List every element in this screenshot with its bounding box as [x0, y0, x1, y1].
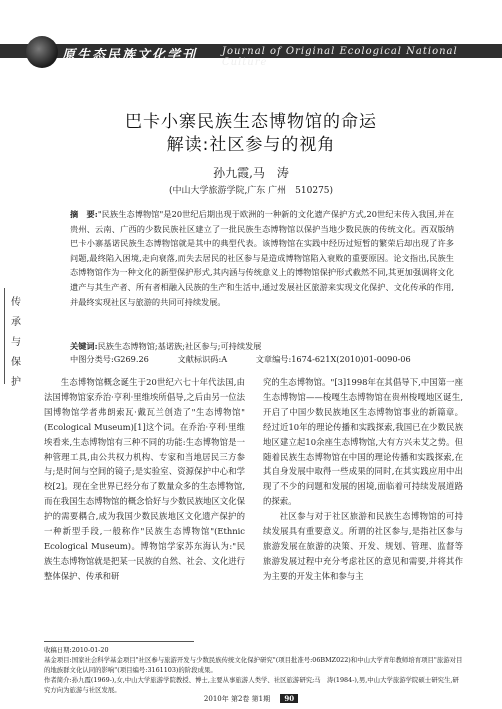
side-char: 护: [11, 377, 21, 388]
keywords: [70, 341, 454, 352]
footnote-divider: [44, 641, 194, 642]
body-paragraph: 究的生态博物馆。"[3]1998年在其倡导下,中国第一座生态博物馆——梭嘎生态博物馆在贵州梭嘎地区诞生,开启了中国少数民族地区生态博物馆事业的新篇章。经过近10年的理论传播和实践探索,我国已在少数民族地区建立起10余座生态博物馆,大有方兴未艾之势。但随着民族生态博物馆在中国的理论传播和实践探索,在其自身发展中取得一些成果的同时,在其实践应用中出现了不少的问题和发展的困境,面临着可持续发展道路的探索。: [263, 377, 463, 507]
document-code: 文献标识码:A: [177, 354, 228, 364]
page-number: 90: [280, 694, 298, 703]
issue-info: 2010年 第2卷 第1期: [203, 695, 271, 703]
page-footer: [0, 694, 502, 704]
journal-header: [0, 0, 502, 76]
side-char: 保: [11, 357, 21, 368]
side-char: 传: [11, 297, 21, 308]
body-right-column: [263, 375, 463, 584]
received-date: 收稿日期:2010-01-20: [44, 646, 109, 654]
journal-title-en: Journal of Original Ecological National Culture: [222, 46, 458, 68]
authors: 孙九霞,马 涛: [213, 166, 289, 180]
body-left-column: [44, 375, 245, 584]
funding: 基金项目:国家社会科学基金项目"社区参与旅游开发与少数民族传统文化保护研究"(项目批准号:06BMZ022)和中山大学青年教师培育项目"旅游对目的地族群文化认同的影响"(项目编号:3161103)的阶段成果。: [44, 656, 463, 674]
body-paragraph: 社区参与对于社区旅游和民族生态博物馆的可持续发展具有重要意义。所谓的社区参与,是指社区参与旅游发展在旅游的决策、开发、规划、管理、监督等旅游发展过程中充分考虑社区的意见和需要,并将其作为主要的开发主体和参与主: [263, 511, 463, 581]
classification-line: [70, 354, 454, 365]
side-char: 承: [11, 317, 21, 328]
side-char: 与: [11, 337, 21, 348]
article-title-line2: 解读:社区参与的视角: [166, 135, 336, 155]
article-title-line1: 巴卡小寨民族生态博物馆的命运: [125, 112, 377, 132]
footnotes: [44, 645, 464, 695]
keywords-text: 民族生态博物馆;基诺族;社区参与;可持续发展: [97, 341, 262, 351]
body-paragraph: 生态博物馆概念诞生于20世纪六七十年代法国,由法国博物馆家乔治·亨利·里维埃所倡导,之后由另一位法国博物馆学者弗朗索瓦·戴瓦兰创造了"生态博物馆"(Ecological Museum)[1]这个词。在乔治·亨利·里维埃看来,生态博物馆有三种不同的功能:生态博物馆是一种管理工具,由公共权力机构、专家和当地居民三方参与;是时间与空间的镜子;是实验室、资源保护中心和学校[2]。现在全世界已经分布了数量众多的生态博物馆,而在我国生态博物馆的概念恰好与少数民族地区文化保护的需要耦合,成为我国少数民族地区文化遗产保护的一种新型手段,一般称作"民族生态博物馆"(Ethnic Ecological Museum)。博物馆学家苏东海认为:"民族生态博物馆就是把某一民族的自然、社会、文化进行整体保护、传承和研: [44, 377, 245, 581]
abstract-label: 摘 要:: [70, 209, 98, 219]
journal-logo-icon: [26, 36, 58, 68]
abstract-text: "民族生态博物馆"是20世纪后期出现于欧洲的一种新的文化遗产保护方式,20世纪末传入我国,并在贵州、云南、广西的少数民族社区建立了一批民族生态博物馆以保护当地少数民族的传统文化。西双版纳巴卡小寨基诺民族生态博物馆就是其中的典型代表。该博物馆在实践中经历过短暂的繁荣后却出现了许多问题,最终陷入困境,走向衰落,而失去居民的社区参与是造成博物馆陷入衰败的重要原因。论文指出,民族生态博物馆作为一种文化的新型保护形式,其内涵与传统意义上的博物馆保护形式截然不同,其更加强调将文化遗产与其生产者、所有者相融入民族的生产和生活中,通过发展社区旅游来实现文化保护、文化传承的作用,并最终实现社区与旅游的共同可持续发展。: [70, 209, 455, 307]
side-divider: [4, 288, 5, 384]
keywords-label: 关键词:: [70, 341, 98, 351]
author-bio: 作者简介:孙九霞(1969-),女,中山大学旅游学院教授、博士,主要从事旅游人类学、社区旅游研究;马 涛(1984-),男,中山大学旅游学院硕士研究生,研究方向为旅游与社区发展。: [44, 676, 459, 694]
section-side-label: [9, 293, 23, 393]
abstract: [70, 207, 454, 309]
clc-number: 中图分类号:G269.26: [70, 354, 149, 364]
affiliation: (中山大学旅游学院,广东 广州 510275): [168, 186, 334, 196]
journal-title-cn: 原生态民族文化学刊: [62, 48, 198, 63]
article-id: 文章编号:1674-621X(2010)01-0090-06: [255, 354, 411, 364]
